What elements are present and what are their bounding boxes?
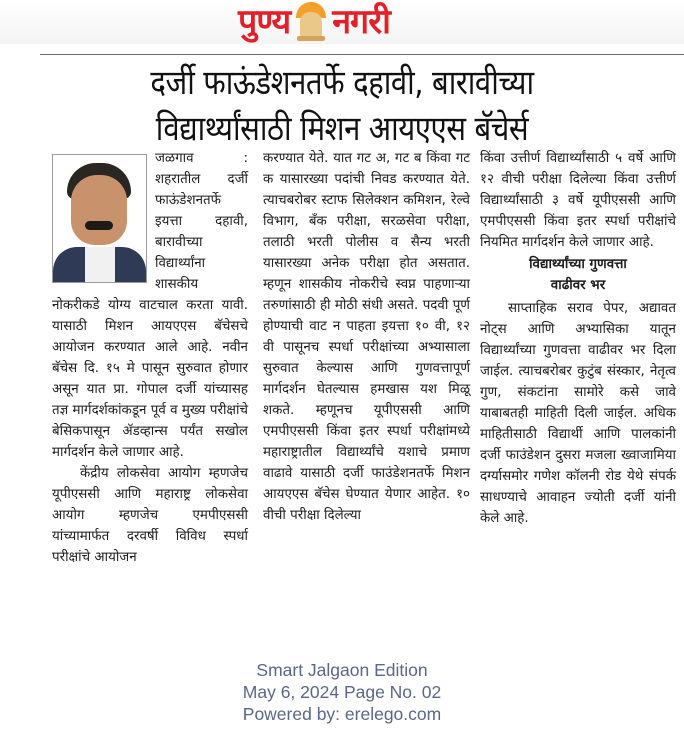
powered-by-link[interactable]: Powered by: erelego.com [242, 704, 442, 724]
edition-name: Smart Jalgaon Edition [256, 660, 428, 680]
masthead-divider [40, 54, 684, 55]
newspaper-logo[interactable] [238, 0, 390, 44]
paragraph: केंद्रीय लोकसेवा आयोग म्हणजेच यूपीएससी आणि महाराष्ट्र लोकसेवा आयोग म्हणजेच एमपीएससी यांच्यामार्फत दरवर्षी विविध स्पर्धा परीक्षांचे आयोजन [52, 466, 248, 565]
article-headline [48, 60, 636, 152]
article-column-1 [52, 148, 248, 568]
article-column-2 [263, 148, 470, 526]
headline-line-1: दर्जी फाऊंडेशनतर्फे दहावी, बारावीच्या [150, 63, 534, 103]
author-photo [52, 154, 147, 283]
article-column-3 [480, 148, 676, 529]
logo-text-right: नगरी [332, 2, 390, 42]
masthead [0, 0, 684, 44]
article-subheading [480, 254, 676, 296]
paragraph: साप्ताहिक सराव पेपर, अद्यावत नोट्स आणि अभ्यासिका यातून विद्यार्थ्यांच्या गुणवत्ता वाढीवर भर दिला जाईल. त्याचबरोबर कुटुंब संस्कार, नेतृत्व गुण, संकटांना सामोरे कसे जावे याबाबतही माहिती दिली जाईल. अधिक माहितीसाठी विद्यार्थी आणि पालकांनी दर्जी फाउंडेशन दुसरा मजला ख्वाजामिया दर्ग्यासमोर गणेश कॉलनी रोड येथे संपर्क साधण्याचे आवाहन ज्योती दर्जी यांनी केले आहे. [480, 301, 676, 526]
paragraph: करण्यात येते. यात गट अ, गट ब किंवा गट क यासारख्या पदांची निवड करण्यात येते. त्याचबरोबर स्टाफ सिलेक्शन कमिशन, रेल्वे विभाग, बँक परीक्षा, सरळसेवा परीक्षा, तलाठी भरती पोलीस व सैन्य भरती यासारख्या अनेक परीक्षा होत असतात. म्हणून शासकीय नोकरीचे स्वप्न पाहणाऱ्या तरुणांसाठी ही मोठी संधी असते. पदवी पूर्ण होण्याची वाट न पाहता इयत्ता १० वी, १२ वी पासूनच स्पर्धा परीक्षांच्या अभ्यासाला सुरुवात केल्यास आणि गुणवत्तापूर्ण मार्गदर्शन घेतल्यास हमखास यश मिळू शकते. म्हणूनच यूपीएससी आणि एमपीएससी किंवा इतर स्पर्धा परीक्षांमध्ये महाराष्ट्रातील विद्यार्थ्यांचे यशाचे प्रमाण वाढावे यासाठी दर्जी फाउंडेशनतर्फे मिशन आयएएस बॅचेस घेण्यात येणार आहेत. १० वीची परीक्षा दिलेल्या [263, 151, 470, 523]
logo-text-left: पुण्य [238, 2, 291, 42]
subheading-line-2: वाढीवर भर [550, 278, 606, 293]
edition-footer [0, 659, 684, 725]
edition-date-page: May 6, 2024 Page No. 02 [242, 682, 442, 702]
paragraph: किंवा उत्तीर्ण विद्यार्थ्यांसाठी ५ वर्षे आणि १२ वीची परीक्षा दिलेल्या किंवा उत्तीर्ण विद्यार्थ्यांसाठी ३ वर्षे यूपीएससी आणि एमपीएससी किंवा इतर स्पर्धा परीक्षांचे नियमित मार्गदर्शन केले जाणार आहे. [480, 151, 676, 250]
headline-line-2: विद्यार्थ्यांसाठी मिशन आयएएस बॅचेर्स [155, 109, 529, 149]
subheading-line-1: विद्यार्थ्यांच्या गुणवत्ता [529, 257, 627, 272]
paragraph: जळगाव : शहरातील दर्जी फाऊंडेशनतर्फे इयत्ता दहावी, बारावीच्या विद्यार्थ्यांना शासकीय नोकरीकडे योग्य वाटचाल करता यावी. यासाठी मिशन आयएएस बॅचेसचे आयोजन करण्यात आले आहे. नवीन बॅचेस दि. १५ मे पासून सुरुवात होणार असून यात प्रा. गोपाल दर्जी यांच्यासह तज्ञ मार्गदर्शकांकडून पूर्व व मुख्य परीक्षांचे बेसिकपासून ॲडव्हान्स पर्यंत सखोल मार्गदर्शन केले जाणार आहे. [52, 151, 248, 460]
ganesha-emblem-icon [294, 2, 328, 42]
